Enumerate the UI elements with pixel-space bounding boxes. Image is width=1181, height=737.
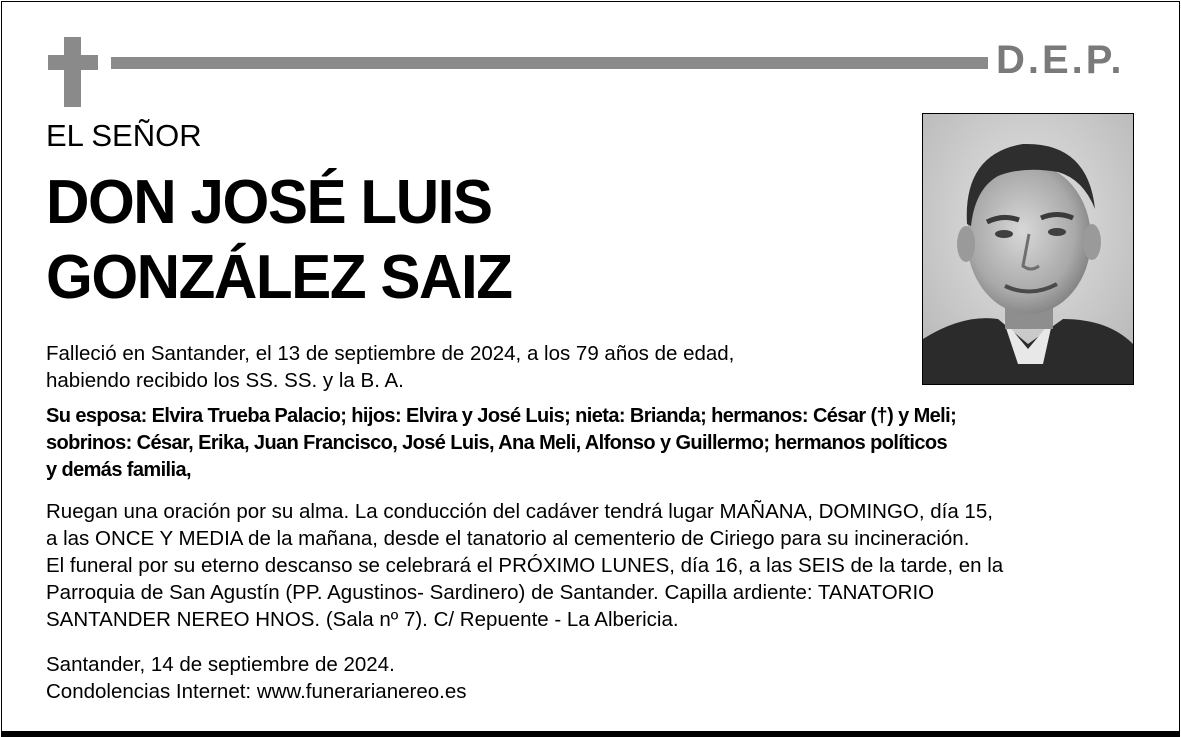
service-line: El funeral por su eterno descanso se celebrará el PRÓXIMO LUNES, día 16, a las SEIS de la tarde, en la [46, 554, 1004, 577]
header-rule [111, 57, 988, 69]
deceased-name-line2: GONZÁLEZ SAIZ [46, 243, 512, 312]
service-line: Parroquia de San Agustín (PP. Agustinos- Sardinero) de Santander. Capilla ardiente: TANATORIO [46, 581, 935, 604]
cross-vertical-bar [64, 37, 81, 107]
portrait-illustration [923, 114, 1133, 384]
deceased-name-line1: DON JOSÉ LUIS [46, 168, 492, 237]
family-list [46, 403, 956, 484]
family-line: Su esposa: Elvira Trueba Palacio; hijos: Elvira y José Luis; nieta: Brianda; hermanos: César (†) y Meli; [46, 405, 957, 427]
death-notice-line: habiendo recibido los SS. SS. y la B. A. [46, 369, 404, 392]
death-notice-line: Falleció en Santander, el 13 de septiembre de 2024, a los 79 años de edad, [46, 342, 735, 365]
dep-label: D.E.P. [996, 38, 1125, 82]
family-line: y demás familia, [46, 459, 191, 481]
family-line: sobrinos: César, Erika, Juan Francisco, José Luis, Ana Meli, Alfonso y Guillermo; hermanos políticos [46, 432, 947, 454]
service-line: a las ONCE Y MEDIA de la mañana, desde el tanatorio al cementerio de Ciriego para su incineración. [46, 527, 970, 550]
honorific: EL SEÑOR [46, 118, 202, 153]
service-details [46, 498, 1003, 633]
portrait-photo [922, 113, 1134, 385]
death-notice [46, 340, 734, 394]
service-line: SANTANDER NEREO HNOS. (Sala nº 7). C/ Repuente - La Albericia. [46, 608, 679, 631]
service-line: Ruegan una oración por su alma. La conducción del cadáver tendrá lugar MAÑANA, DOMINGO, día 15, [46, 500, 993, 523]
deceased-name [46, 165, 512, 315]
cross-horizontal-bar [48, 55, 98, 70]
condolences-web: Condolencias Internet: www.funerarianereo.es [46, 680, 467, 703]
notice-date: Santander, 14 de septiembre de 2024. [46, 653, 395, 676]
